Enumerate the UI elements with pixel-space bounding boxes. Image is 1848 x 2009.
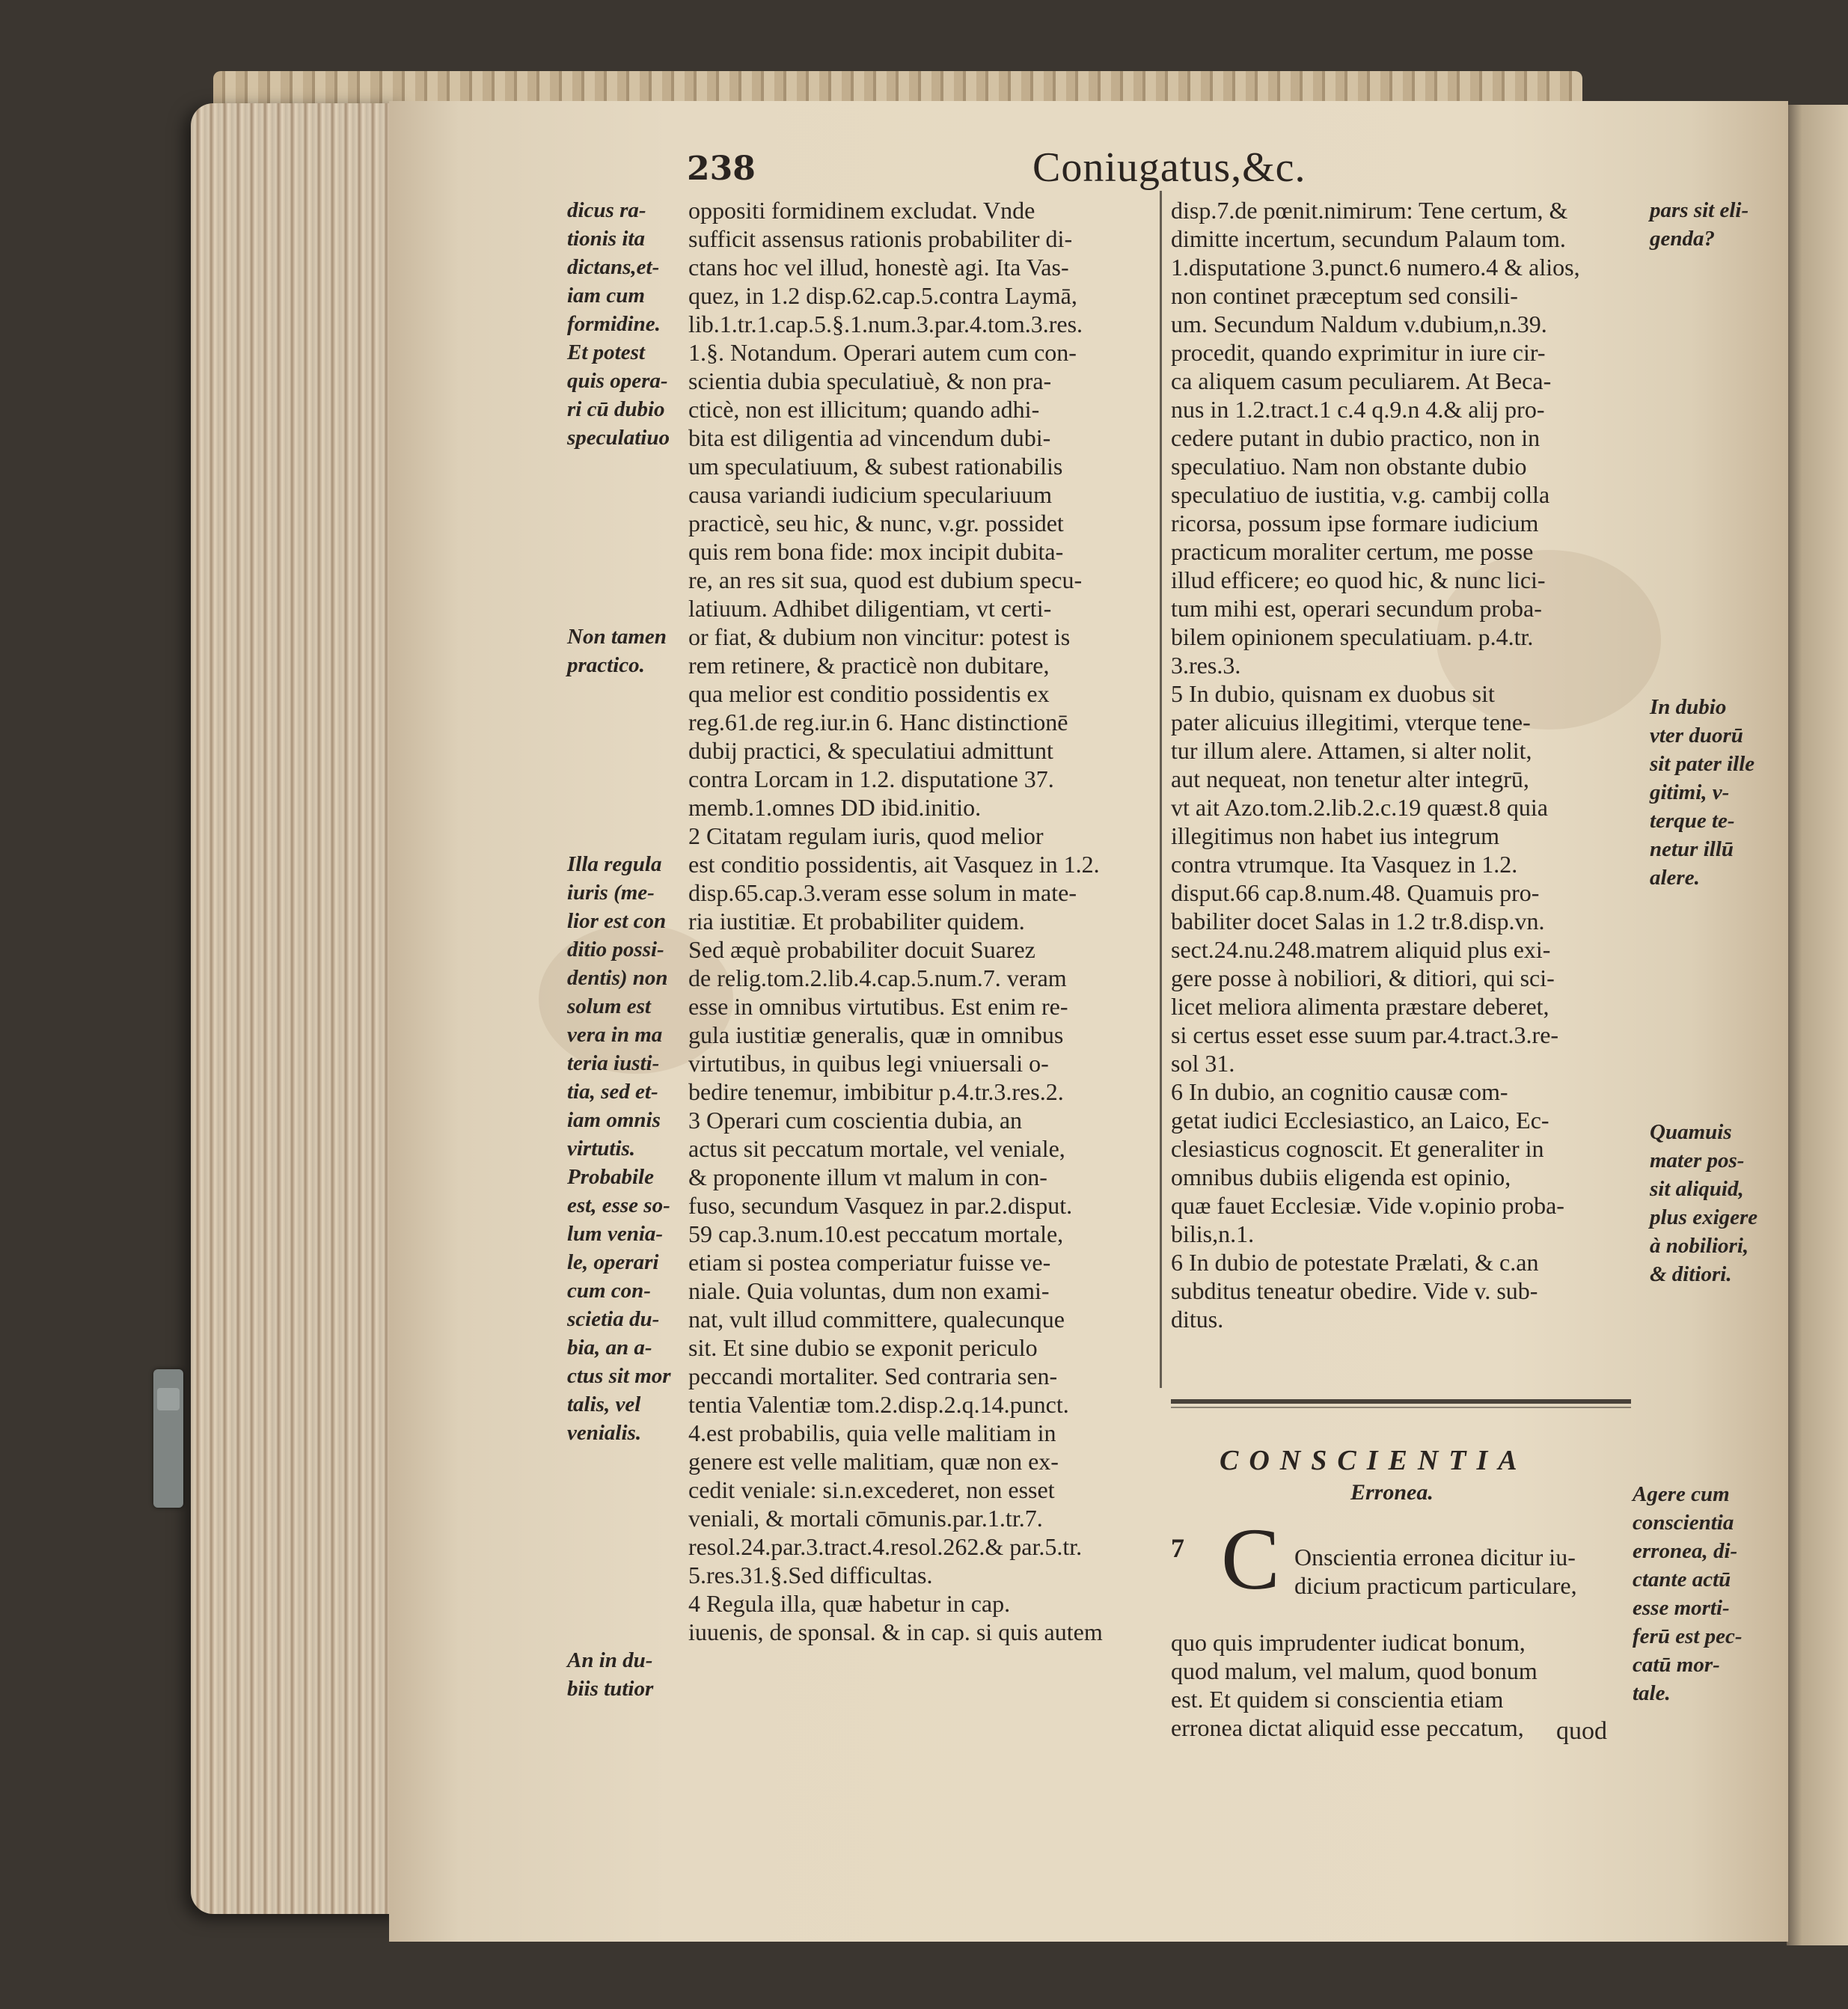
margin-note xyxy=(1650,196,1748,253)
text-line: cedit veniale: si.n.excederet, non esset xyxy=(688,1476,1055,1503)
text-line: quod malum, vel malum, quod bonum xyxy=(1171,1657,1538,1684)
note-line: netur illū xyxy=(1650,837,1734,861)
text-line: nus in 1.2.tract.1 c.4 q.9.n 4.& alij pro- xyxy=(1171,396,1545,423)
text-line: sufficit assensus rationis probabiliter di- xyxy=(688,225,1073,252)
note-line: Probabile xyxy=(567,1165,654,1189)
text-line: quez, in 1.2 disp.62.cap.5.contra Laymā, xyxy=(688,282,1077,309)
text-line: or fiat, & dubium non vincitur: potest is xyxy=(688,623,1071,650)
text-line: peccandi mortaliter. Sed contraria sen- xyxy=(688,1363,1058,1389)
text-line: erronea dictat aliquid esse peccatum, xyxy=(1171,1714,1524,1741)
text-line: 4.est probabilis, quia velle malitiam in xyxy=(688,1419,1056,1446)
section-title: CONSCIENTIA xyxy=(1220,1445,1528,1476)
text-line: practicè, seu hic, & nunc, v.gr. possidet xyxy=(688,510,1064,536)
section-rule-thin xyxy=(1171,1407,1631,1408)
margin-note xyxy=(1650,1118,1757,1288)
catchword: quod xyxy=(1556,1717,1607,1745)
margin-note xyxy=(567,1163,671,1447)
text-line: 2 Citatam regulam iuris, quod melior xyxy=(688,822,1044,849)
text-line: nat, vult illud committere, qualecunque xyxy=(688,1306,1065,1333)
note-line: ditio possi- xyxy=(567,938,664,961)
text-line: dimitte incertum, secundum Palaum tom. xyxy=(1171,225,1566,252)
text-line: gere posse à nobiliori, & ditiori, qui sci- xyxy=(1171,964,1555,991)
note-line: vera in ma xyxy=(567,1023,663,1047)
text-line: non continet præceptum sed consili- xyxy=(1171,282,1518,309)
note-line: erronea, di- xyxy=(1633,1539,1738,1563)
note-line: scietia du- xyxy=(567,1307,660,1331)
text-line: 59 cap.3.num.10.est peccatum mortale, xyxy=(688,1220,1064,1247)
text-line: sect.24.nu.248.matrem aliquid plus exi- xyxy=(1171,936,1551,963)
paragraph-number: 7 xyxy=(1171,1533,1184,1563)
note-line: catū mor- xyxy=(1633,1653,1720,1677)
note-line: dentis) non xyxy=(567,966,668,990)
note-line: lum venia- xyxy=(567,1222,664,1246)
note-line: terque te- xyxy=(1650,809,1735,833)
page-number: 238 xyxy=(687,150,756,188)
text-line: causa variandi iudicium speculariuum xyxy=(688,481,1053,508)
drop-cap: C xyxy=(1221,1510,1280,1608)
text-line: ria iustitiæ. Et probabiliter quidem. xyxy=(688,908,1025,935)
note-line: Quamuis xyxy=(1650,1120,1732,1144)
text-line: quis rem bona fide: mox incipit dubita- xyxy=(688,538,1064,565)
note-line: quis opera- xyxy=(567,369,668,393)
note-line: practico. xyxy=(567,653,645,677)
text-line: 6 In dubio de potestate Prælati, & c.an xyxy=(1171,1249,1539,1276)
text-line: lib.1.tr.1.cap.5.§.1.num.3.par.4.tom.3.res. xyxy=(688,311,1083,337)
text-column-right xyxy=(1171,196,1635,1333)
note-line: iuris (me- xyxy=(567,881,655,905)
note-line: mater pos- xyxy=(1650,1149,1745,1172)
note-line: gitimi, v- xyxy=(1650,780,1730,804)
text-line: aut nequeat, non tenetur alter integrū, xyxy=(1171,765,1529,792)
text-line: clesiasticus cognoscit. Et generaliter in xyxy=(1171,1135,1544,1162)
section-subtitle: Erronea. xyxy=(1350,1480,1434,1505)
text-line: omnibus dubiis eligenda est opinio, xyxy=(1171,1163,1511,1190)
margin-note xyxy=(567,1646,653,1703)
text-line: 1.disputatione 3.punct.6 numero.4 & alios, xyxy=(1171,254,1580,281)
text-line: si certus esset esse suum par.4.tract.3.re- xyxy=(1171,1021,1559,1048)
note-line: le, operari xyxy=(567,1250,659,1274)
text-line: oppositi formidinem excludat. Vnde xyxy=(688,197,1035,224)
note-line: dictans,et- xyxy=(567,255,660,279)
text-line: Sed æquè probabiliter docuit Suarez xyxy=(688,936,1035,963)
note-line: plus exigere xyxy=(1650,1205,1758,1229)
text-line: re, an res sit sua, quod est dubium specu- xyxy=(688,566,1083,593)
text-line: 3.res.3. xyxy=(1171,652,1241,679)
text-line: getat iudici Ecclesiastico, an Laico, Ec- xyxy=(1171,1107,1549,1134)
note-line: iam omnis xyxy=(567,1108,661,1132)
text-line: esse in omnibus virtutibus. Est enim re- xyxy=(688,993,1068,1020)
note-line: ctus sit mor xyxy=(567,1364,671,1388)
note-line: solum est xyxy=(567,994,651,1018)
text-line: disp.7.de pœnit.nimirum: Tene certum, & xyxy=(1171,197,1568,224)
text-line: sol 31. xyxy=(1171,1050,1235,1077)
text-line: Onscientia erronea dicitur iu- xyxy=(1294,1544,1576,1571)
text-line: bita est diligentia ad vincendum dubi- xyxy=(688,424,1051,451)
column-divider xyxy=(1160,191,1162,1388)
note-line: à nobiliori, xyxy=(1650,1234,1749,1258)
note-line: & ditiori. xyxy=(1650,1262,1732,1286)
text-line: illegitimus non habet ius integrum xyxy=(1171,822,1500,849)
text-line: fuso, secundum Vasquez in par.2.disput. xyxy=(688,1192,1073,1219)
text-line: tentia Valentiæ tom.2.disp.2.q.14.punct. xyxy=(688,1391,1069,1418)
note-line: teria iusti- xyxy=(567,1051,660,1075)
note-line: biis tutior xyxy=(567,1677,654,1701)
text-line: quæ fauet Ecclesiæ. Vide v.opinio proba- xyxy=(1171,1192,1564,1219)
text-line: 3 Operari cum coscientia dubia, an xyxy=(688,1107,1023,1134)
note-line: ri cū dubio xyxy=(567,397,665,421)
note-line: formidine. xyxy=(567,312,661,336)
text-line: illud efficere; eo quod hic, & nunc lici- xyxy=(1171,566,1546,593)
text-line: sit. Et sine dubio se exponit periculo xyxy=(688,1334,1038,1361)
text-line: contra vtrumque. Ita Vasquez in 1.2. xyxy=(1171,851,1518,878)
note-line: pars sit eli- xyxy=(1650,198,1749,222)
text-line: disp.65.cap.3.veram esse solum in mate- xyxy=(688,879,1077,906)
note-line: alere. xyxy=(1650,866,1700,890)
text-line: scientia dubia speculatiuè, & non pra- xyxy=(688,367,1052,394)
note-line: In dubio xyxy=(1650,695,1727,719)
note-line: talis, vel xyxy=(567,1392,641,1416)
text-line: latiuum. Adhibet diligentiam, vt certi- xyxy=(688,595,1052,622)
text-column-left xyxy=(688,196,1145,1646)
text-line: cticè, non est illicitum; quando adhi- xyxy=(688,396,1040,423)
text-line: bedire tenemur, imbibitur p.4.tr.3.res.2. xyxy=(688,1078,1064,1105)
text-line: 6 In dubio, an cognitio causæ com- xyxy=(1171,1078,1508,1105)
margin-note xyxy=(567,196,661,338)
running-head: Coniugatus,&c. xyxy=(1032,144,1306,191)
margin-note xyxy=(567,623,667,679)
text-line: cedere putant in dubio practico, non in xyxy=(1171,424,1540,451)
text-line: memb.1.omnes DD ibid.initio. xyxy=(688,794,982,821)
text-line: speculatiuo de iustitia, v.g. cambij colla xyxy=(1171,481,1550,508)
text-line: qua melior est conditio possidentis ex xyxy=(688,680,1050,707)
text-line: subditus teneatur obedire. Vide v. sub- xyxy=(1171,1277,1538,1304)
note-line: An in du- xyxy=(567,1648,653,1672)
note-line: Agere cum xyxy=(1633,1482,1730,1506)
text-line: iuuenis, de sponsal. & in cap. si quis autem xyxy=(688,1618,1103,1645)
text-line: vt ait Azo.tom.2.lib.2.c.19 quæst.8 quia xyxy=(1171,794,1548,821)
note-line: Et potest xyxy=(567,340,645,364)
text-line: babiliter docet Salas in 1.2 tr.8.disp.vn. xyxy=(1171,908,1545,935)
clasp-rivet xyxy=(157,1388,180,1410)
text-line: actus sit peccatum mortale, vel veniale, xyxy=(688,1135,1065,1162)
text-line: 1.§. Notandum. Operari autem cum con- xyxy=(688,339,1077,366)
margin-note xyxy=(1650,693,1754,892)
text-line: reg.61.de reg.iur.in 6. Hanc distinctionē xyxy=(688,709,1068,736)
text-line: 5.res.31.§.Sed difficultas. xyxy=(688,1562,933,1588)
section-opening-lines xyxy=(1294,1543,1624,1600)
note-line: vter duorū xyxy=(1650,724,1743,747)
text-line: 5 In dubio, quisnam ex duobus sit xyxy=(1171,680,1495,707)
text-line: niale. Quia voluntas, dum non exami- xyxy=(688,1277,1050,1304)
text-line: ricorsa, possum ipse formare iudicium xyxy=(1171,510,1539,536)
text-line: ditus. xyxy=(1171,1306,1224,1333)
text-line: genere est velle malitiam, quæ non ex- xyxy=(688,1448,1059,1475)
note-line: Non tamen xyxy=(567,625,667,649)
facing-page-edge xyxy=(1787,105,1848,1945)
text-line: dicium practicum particulare, xyxy=(1294,1572,1577,1599)
text-line: quo quis imprudenter iudicat bonum, xyxy=(1171,1629,1526,1656)
note-line: Illa regula xyxy=(567,852,662,876)
text-line: 4 Regula illa, quæ habetur in cap. xyxy=(688,1590,1011,1617)
note-line: virtutis. xyxy=(567,1137,636,1161)
text-line: rem retinere, & practicè non dubitare, xyxy=(688,652,1050,679)
margin-note xyxy=(1633,1480,1743,1707)
note-line: lior est con xyxy=(567,909,667,933)
text-line: ca aliquem casum peculiarem. At Beca- xyxy=(1171,367,1552,394)
note-line: esse morti- xyxy=(1633,1596,1730,1620)
note-line: tale. xyxy=(1633,1681,1671,1705)
text-line: est. Et quidem si conscientia etiam xyxy=(1171,1686,1504,1713)
text-line: tum mihi est, operari secundum proba- xyxy=(1171,595,1542,622)
margin-note xyxy=(567,338,670,452)
note-line: sit pater ille xyxy=(1650,752,1755,776)
section-rule xyxy=(1171,1399,1631,1404)
text-line: procedit, quando exprimitur in iure cir- xyxy=(1171,339,1546,366)
margin-note xyxy=(567,850,668,1163)
text-line: pater alicuius illegitimi, vterque tene- xyxy=(1171,709,1531,736)
text-line: dubij practici, & speculatiui admittunt xyxy=(688,737,1053,764)
note-line: genda? xyxy=(1650,227,1715,251)
note-line: speculatiuo xyxy=(567,426,670,450)
note-line: venialis. xyxy=(567,1421,642,1445)
text-line: ctans hoc vel illud, honestè agi. Ita Vas- xyxy=(688,254,1069,281)
note-line: est, esse so- xyxy=(567,1193,670,1217)
note-line: sit aliquid, xyxy=(1650,1177,1744,1201)
text-line: est conditio possidentis, ait Vasquez in 1.2. xyxy=(688,851,1100,878)
text-line: practicum moraliter certum, me posse xyxy=(1171,538,1534,565)
note-line: iam cum xyxy=(567,284,645,308)
note-line: ferū est pec- xyxy=(1633,1624,1743,1648)
text-line: disput.66 cap.8.num.48. Quamuis pro- xyxy=(1171,879,1540,906)
text-line: de relig.tom.2.lib.4.cap.5.num.7. veram xyxy=(688,964,1067,991)
text-line: um. Secundum Naldum v.dubium,n.39. xyxy=(1171,311,1547,337)
text-line: bilis,n.1. xyxy=(1171,1220,1255,1247)
page-stack-edge xyxy=(191,103,408,1914)
text-line: tur illum alere. Attamen, si alter nolit, xyxy=(1171,737,1532,764)
text-line: gula iustitiæ generalis, quæ in omnibus xyxy=(688,1021,1064,1048)
note-line: tia, sed et- xyxy=(567,1080,658,1104)
note-line: dicus ra- xyxy=(567,198,646,222)
text-line: resol.24.par.3.tract.4.resol.262.& par.5.tr. xyxy=(688,1533,1083,1560)
text-line: um speculatiuum, & subest rationabilis xyxy=(688,453,1063,480)
note-line: ctante actū xyxy=(1633,1568,1731,1591)
text-line: speculatiuo. Nam non obstante dubio xyxy=(1171,453,1527,480)
text-line: licet meliora alimenta præstare deberet, xyxy=(1171,993,1549,1020)
text-line: bilem opinionem speculatiuam. p.4.tr. xyxy=(1171,623,1534,650)
note-line: tionis ita xyxy=(567,227,645,251)
text-line: & proponente illum vt malum in con- xyxy=(688,1163,1047,1190)
note-line: cum con- xyxy=(567,1279,651,1303)
text-line: etiam si postea comperiatur fuisse ve- xyxy=(688,1249,1051,1276)
note-line: conscientia xyxy=(1633,1511,1734,1535)
text-line: veniali, & mortali cōmunis.par.1.tr.7. xyxy=(688,1505,1043,1532)
text-line: virtutibus, in quibus legi vniuersali o- xyxy=(688,1050,1049,1077)
note-line: bia, an a- xyxy=(567,1336,652,1360)
text-line: contra Lorcam in 1.2. disputatione 37. xyxy=(688,765,1054,792)
